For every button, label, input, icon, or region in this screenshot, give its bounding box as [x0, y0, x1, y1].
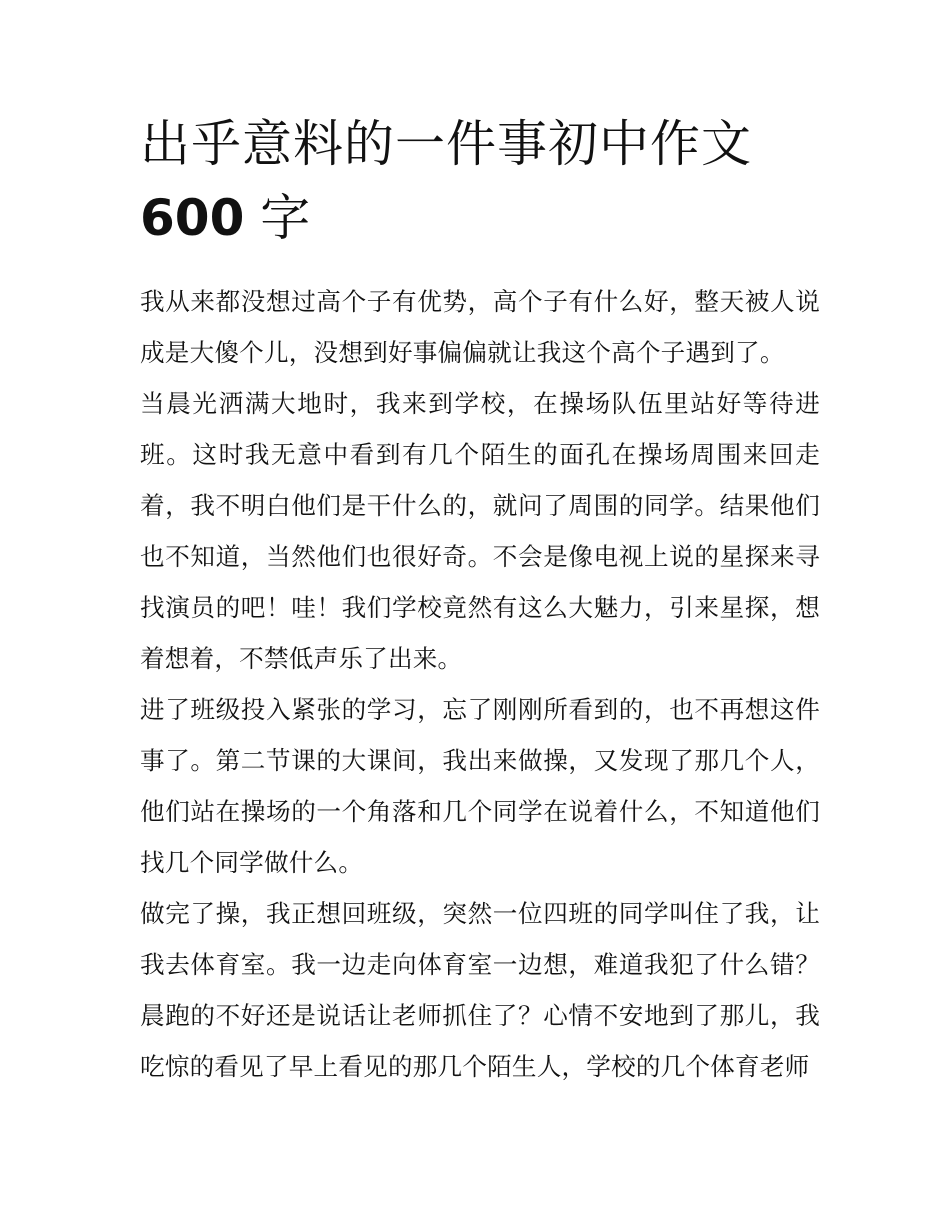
title-unit: 字 — [260, 189, 311, 247]
paragraph-4: 做完了操，我正想回班级，突然一位四班的同学叫住了我，让我去体育室。我一边走向体育室一边想，难道我犯了什么错？晨跑的不好还是说话让老师抓住了？心情不安地到了那儿，我吃惊的看见了早上看见的那几个陌生人，学校的几个体育老师 — [140, 899, 820, 1081]
paragraph-1: 我从来都没想过高个子有优势，高个子有什么好，整天被人说成是大傻个儿，没想到好事偏偏就让我这个高个子遇到了。 — [140, 287, 820, 367]
title-word-count: 600 — [140, 189, 245, 247]
paragraph-3: 进了班级投入紧张的学习，忘了刚刚所看到的，也不再想这件事了。第二节课的大课间，我出来做操，又发现了那几个人，他们站在操场的一个角落和几个同学在说着什么，不知道他们找几个同学做什么。 — [140, 695, 820, 877]
essay-body — [140, 276, 820, 1092]
essay-title — [140, 112, 820, 248]
title-line-2 — [140, 188, 820, 248]
title-line-1: 出乎意料的一件事初中作文 — [140, 115, 752, 173]
paragraph-2: 当晨光洒满大地时，我来到学校，在操场队伍里站好等待进班。这时我无意中看到有几个陌生的面孔在操场周围来回走着，我不明白他们是干什么的，就问了周围的同学。结果他们也不知道，当然他们也很好奇。不会是像电视上说的星探来寻找演员的吧！哇！我们学校竟然有这么大魅力，引来星探，想着想着，不禁低声乐了出来。 — [140, 389, 820, 673]
